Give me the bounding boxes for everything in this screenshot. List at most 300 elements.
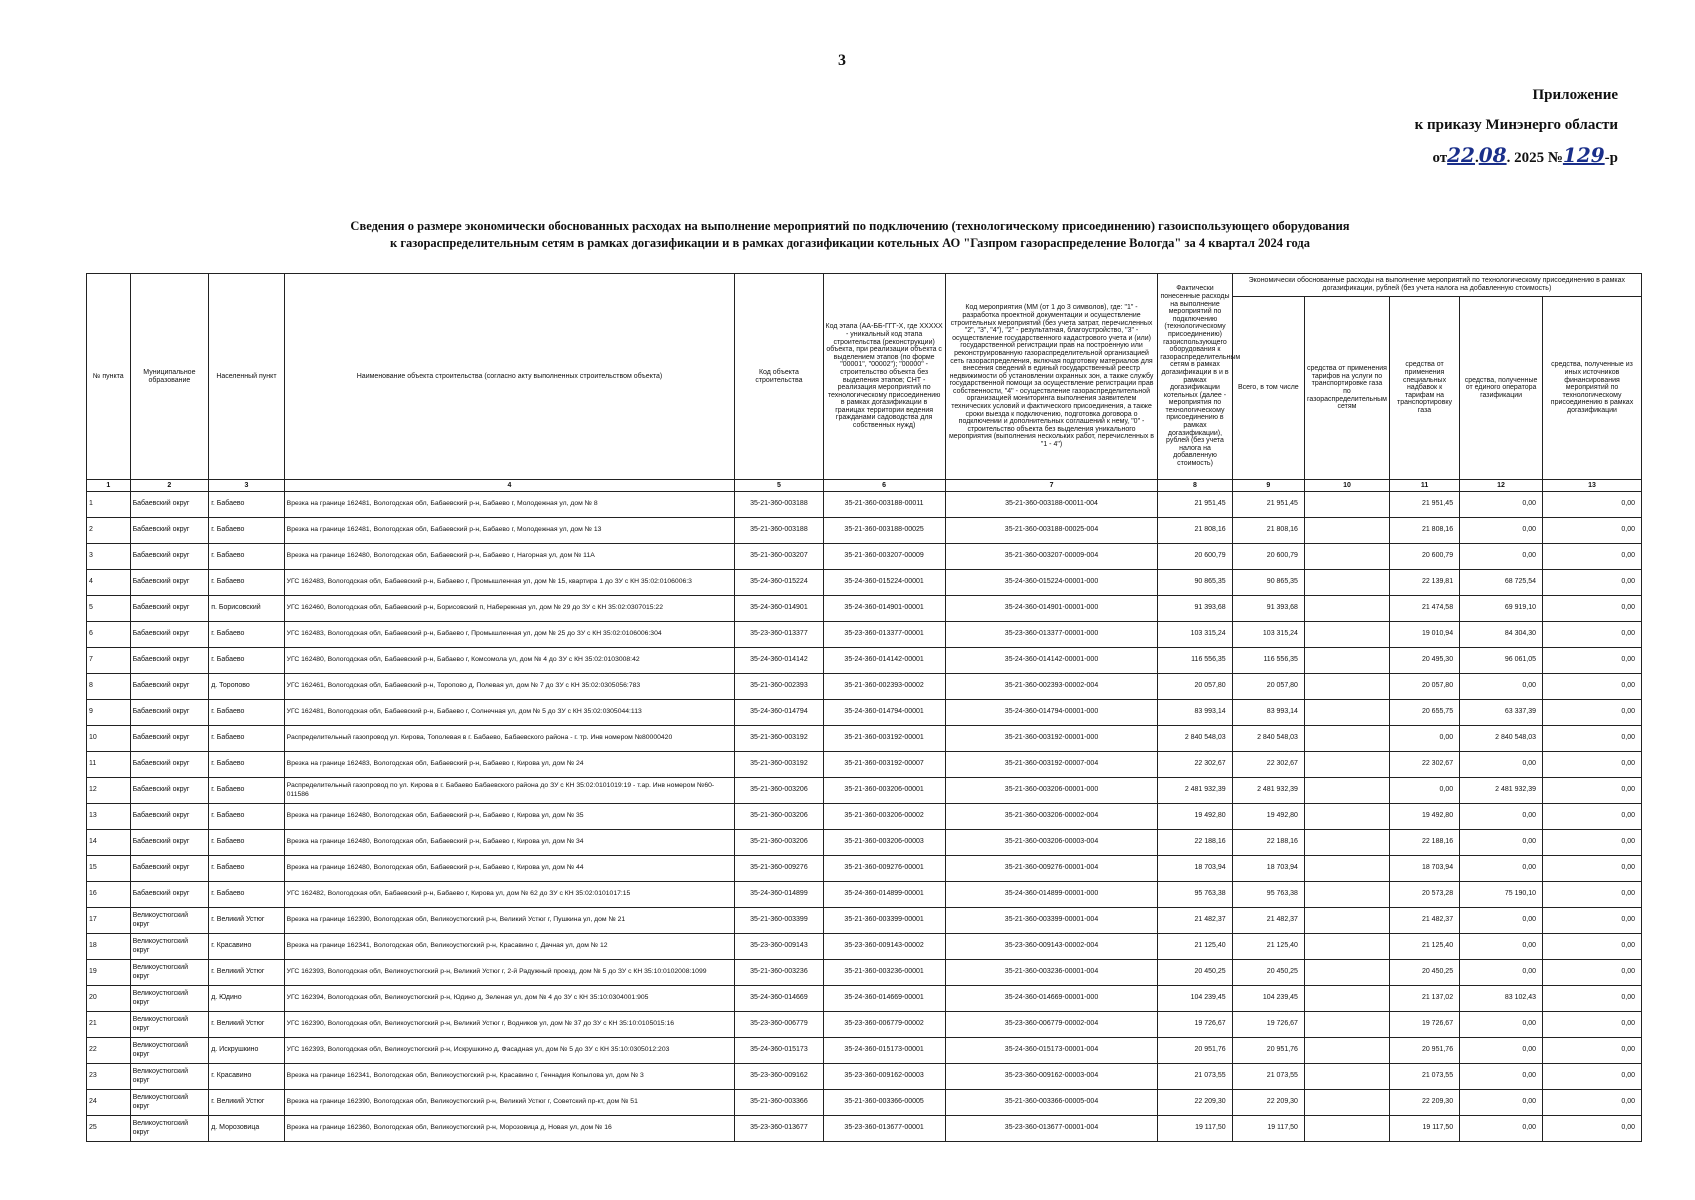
- surcharge-funds-cell: 20 573,28: [1389, 882, 1459, 908]
- table-row: [87, 1116, 1642, 1142]
- header-tariff-funds: средства от применения тарифов на услуги по транспортировке газа по газораспределительным сетям: [1304, 297, 1389, 480]
- other-funds-cell: 0,00: [1543, 752, 1642, 778]
- total-cell: 19 492,80: [1232, 804, 1304, 830]
- other-funds-cell: 0,00: [1543, 986, 1642, 1012]
- operator-funds-cell: 0,00: [1460, 1012, 1543, 1038]
- tariff-funds-cell: [1304, 700, 1389, 726]
- tariff-funds-cell: [1304, 856, 1389, 882]
- annex-date-sep: .: [1474, 150, 1479, 166]
- settlement-cell: д. Юдино: [209, 986, 284, 1012]
- header-total: Всего, в том числе: [1232, 297, 1304, 480]
- total-cell: 83 993,14: [1232, 700, 1304, 726]
- surcharge-funds-cell: 22 139,81: [1389, 570, 1459, 596]
- column-number: 13: [1543, 480, 1642, 492]
- object-code-cell: 35-21-360-003188: [735, 518, 823, 544]
- object-code-cell: 35-23-360-013377: [735, 622, 823, 648]
- operator-funds-cell: 0,00: [1460, 1116, 1543, 1142]
- settlement-cell: г. Бабаево: [209, 518, 284, 544]
- total-cell: 90 865,35: [1232, 570, 1304, 596]
- operator-funds-cell: 0,00: [1460, 674, 1543, 700]
- tariff-funds-cell: [1304, 544, 1389, 570]
- tariff-funds-cell: [1304, 908, 1389, 934]
- tariff-funds-cell: [1304, 804, 1389, 830]
- table-row: [87, 986, 1642, 1012]
- object-name-cell: Врезка на границе 162481, Вологодская обл, Бабаевский р-н, Бабаево г, Молодежная ул, дом № 13: [284, 518, 735, 544]
- object-code-cell: 35-24-360-014669: [735, 986, 823, 1012]
- settlement-cell: г. Великий Устюг: [209, 1012, 284, 1038]
- stage-code-cell: 35-21-360-003206-00002: [823, 804, 945, 830]
- settlement-cell: г. Бабаево: [209, 648, 284, 674]
- municipality-cell: Бабаевский округ: [130, 778, 209, 804]
- actual-costs-cell: 19 117,50: [1158, 1116, 1232, 1142]
- other-funds-cell: 0,00: [1543, 492, 1642, 518]
- operator-funds-cell: 0,00: [1460, 804, 1543, 830]
- total-cell: 22 302,67: [1232, 752, 1304, 778]
- actual-costs-cell: 19 492,80: [1158, 804, 1232, 830]
- annex-date-suffix: -р: [1604, 150, 1618, 166]
- stage-code-cell: 35-21-360-009276-00001: [823, 856, 945, 882]
- tariff-funds-cell: [1304, 726, 1389, 752]
- handwritten-order-number: 129: [1562, 143, 1605, 167]
- table-row: [87, 934, 1642, 960]
- object-code-cell: 35-21-360-003192: [735, 726, 823, 752]
- operator-funds-cell: 0,00: [1460, 908, 1543, 934]
- other-funds-cell: 0,00: [1543, 622, 1642, 648]
- stage-code-cell: 35-23-360-006779-00002: [823, 1012, 945, 1038]
- row-number: 20: [87, 986, 131, 1012]
- column-number: 9: [1232, 480, 1304, 492]
- other-funds-cell: 0,00: [1543, 1064, 1642, 1090]
- tariff-funds-cell: [1304, 934, 1389, 960]
- settlement-cell: г. Бабаево: [209, 700, 284, 726]
- row-number: 3: [87, 544, 131, 570]
- stage-code-cell: 35-21-360-003192-00001: [823, 726, 945, 752]
- operator-funds-cell: 63 337,39: [1460, 700, 1543, 726]
- column-number: 12: [1460, 480, 1543, 492]
- actual-costs-cell: 116 556,35: [1158, 648, 1232, 674]
- municipality-cell: Великоустюгский округ: [130, 934, 209, 960]
- object-code-cell: 35-21-360-009276: [735, 856, 823, 882]
- operator-funds-cell: 2 840 548,03: [1460, 726, 1543, 752]
- stage-code-cell: 35-21-360-003188-00025: [823, 518, 945, 544]
- other-funds-cell: 0,00: [1543, 1116, 1642, 1142]
- column-number: 3: [209, 480, 284, 492]
- total-cell: 20 951,76: [1232, 1038, 1304, 1064]
- operator-funds-cell: 0,00: [1460, 934, 1543, 960]
- stage-code-cell: 35-21-360-003399-00001: [823, 908, 945, 934]
- settlement-cell: г. Великий Устюг: [209, 960, 284, 986]
- operator-funds-cell: 68 725,54: [1460, 570, 1543, 596]
- object-name-cell: Врезка на границе 162481, Вологодская обл, Бабаевский р-н, Бабаево г, Молодежная ул, дом № 8: [284, 492, 735, 518]
- event-code-cell: 35-21-360-003236-00001-004: [945, 960, 1158, 986]
- row-number: 2: [87, 518, 131, 544]
- actual-costs-cell: 22 188,16: [1158, 830, 1232, 856]
- event-code-cell: 35-21-360-003366-00005-004: [945, 1090, 1158, 1116]
- event-code-cell: 35-21-360-003399-00001-004: [945, 908, 1158, 934]
- row-number: 24: [87, 1090, 131, 1116]
- municipality-cell: Великоустюгский округ: [130, 960, 209, 986]
- object-code-cell: 35-23-360-009143: [735, 934, 823, 960]
- stage-code-cell: 35-21-360-003192-00007: [823, 752, 945, 778]
- stage-code-cell: 35-24-360-014669-00001: [823, 986, 945, 1012]
- table-row: [87, 1064, 1642, 1090]
- municipality-cell: Бабаевский округ: [130, 622, 209, 648]
- other-funds-cell: 0,00: [1543, 1038, 1642, 1064]
- surcharge-funds-cell: 0,00: [1389, 726, 1459, 752]
- object-code-cell: 35-21-360-003206: [735, 830, 823, 856]
- tariff-funds-cell: [1304, 1038, 1389, 1064]
- row-number: 16: [87, 882, 131, 908]
- object-name-cell: УГС 162480, Вологодская обл, Бабаевский р-н, Бабаево г, Комсомола ул, дом № 4 до ЗУ с КН 35:02:0103008:42: [284, 648, 735, 674]
- municipality-cell: Бабаевский округ: [130, 856, 209, 882]
- total-cell: 2 840 548,03: [1232, 726, 1304, 752]
- surcharge-funds-cell: 21 073,55: [1389, 1064, 1459, 1090]
- event-code-cell: 35-24-360-014794-00001-000: [945, 700, 1158, 726]
- total-cell: 21 951,45: [1232, 492, 1304, 518]
- surcharge-funds-cell: 21 125,40: [1389, 934, 1459, 960]
- settlement-cell: г. Красавино: [209, 1064, 284, 1090]
- municipality-cell: Великоустюгский округ: [130, 908, 209, 934]
- row-number: 9: [87, 700, 131, 726]
- other-funds-cell: 0,00: [1543, 882, 1642, 908]
- tariff-funds-cell: [1304, 596, 1389, 622]
- operator-funds-cell: 0,00: [1460, 1038, 1543, 1064]
- actual-costs-cell: 21 951,45: [1158, 492, 1232, 518]
- total-cell: 22 209,30: [1232, 1090, 1304, 1116]
- table-row: [87, 752, 1642, 778]
- row-number: 6: [87, 622, 131, 648]
- municipality-cell: Бабаевский округ: [130, 492, 209, 518]
- handwritten-month: 08: [1478, 143, 1507, 167]
- total-cell: 18 703,94: [1232, 856, 1304, 882]
- header-event-code: Код мероприятия (ММ (от 1 до 3 символов), где: "1" - разработка проектной документации и осуществление строительных мероприятий (без учета затрат, перечисленных "2", "3", "4"), "2" - результатная, благоустройство, "3" - осуществление государственного кадастрового учета и (или) государственной регистрации прав на построенную или реконструированную газораспределительной организацией сеть газораспределения, включая подготовку материалов для внесения сведений в единый государственный реестр недвижимости об установлении охранных зон, а также службу государственной помощи за осуществление регистрации прав собственности, "4" - осуществление газораспределительной организацией мониторинга выполнения заявителем технических условий и фактического присоединения, а также сроки выезда к подключению, подготовка договора о подключении и дополнительных соглашений к нему, "0" - строительство объекта без выделения уникального мероприятия (выполнения нескольких работ, перечисленных в "1 - 4"): [945, 274, 1158, 480]
- other-funds-cell: 0,00: [1543, 648, 1642, 674]
- row-number: 19: [87, 960, 131, 986]
- settlement-cell: д. Искрушкино: [209, 1038, 284, 1064]
- row-number: 7: [87, 648, 131, 674]
- object-code-cell: 35-21-360-003206: [735, 804, 823, 830]
- object-name-cell: УГС 162393, Вологодская обл, Великоустюгский р-н, Великий Устюг г, 2-й Радужный проезд, дом № 5 до ЗУ с КН 35:10:0102008:1099: [284, 960, 735, 986]
- tariff-funds-cell: [1304, 674, 1389, 700]
- header-settlement: Населенный пункт: [209, 274, 284, 480]
- object-name-cell: УГС 162394, Вологодская обл, Великоустюгский р-н, Юдино д, Зеленая ул, дом № 4 до ЗУ с КН 35:10:0304001:905: [284, 986, 735, 1012]
- table-row: [87, 1090, 1642, 1116]
- actual-costs-cell: 21 073,55: [1158, 1064, 1232, 1090]
- operator-funds-cell: 0,00: [1460, 492, 1543, 518]
- header-other-funds: средства, полученные из иных источников финансирования мероприятий по технологическому присоединению в рамках догазификации: [1543, 297, 1642, 480]
- settlement-cell: г. Великий Устюг: [209, 1090, 284, 1116]
- table-row: [87, 882, 1642, 908]
- actual-costs-cell: 2 481 932,39: [1158, 778, 1232, 804]
- row-number: 14: [87, 830, 131, 856]
- object-name-cell: Врезка на границе 162341, Вологодская обл, Великоустюгский р-н, Красавино г, Дачная ул, дом № 12: [284, 934, 735, 960]
- municipality-cell: Великоустюгский округ: [130, 1038, 209, 1064]
- table-row: [87, 960, 1642, 986]
- municipality-cell: Великоустюгский округ: [130, 1064, 209, 1090]
- object-name-cell: УГС 162393, Вологодская обл, Великоустюгский р-н, Искрушкино д, Фасадная ул, дом № 5 до ЗУ с КН 35:10:0305012:203: [284, 1038, 735, 1064]
- table-row: [87, 830, 1642, 856]
- actual-costs-cell: 95 763,38: [1158, 882, 1232, 908]
- municipality-cell: Великоустюгский округ: [130, 1012, 209, 1038]
- column-number: 7: [945, 480, 1158, 492]
- actual-costs-cell: 20 600,79: [1158, 544, 1232, 570]
- event-code-cell: 35-23-360-006779-00002-004: [945, 1012, 1158, 1038]
- event-code-cell: 35-21-360-003206-00003-004: [945, 830, 1158, 856]
- total-cell: 103 315,24: [1232, 622, 1304, 648]
- tariff-funds-cell: [1304, 1064, 1389, 1090]
- header-operator-funds: средства, полученные от единого оператора газификации: [1460, 297, 1543, 480]
- surcharge-funds-cell: 21 482,37: [1389, 908, 1459, 934]
- expenses-table: [86, 273, 1642, 1142]
- municipality-cell: Бабаевский округ: [130, 882, 209, 908]
- event-code-cell: 35-21-360-003192-00007-004: [945, 752, 1158, 778]
- surcharge-funds-cell: 21 808,16: [1389, 518, 1459, 544]
- settlement-cell: г. Бабаево: [209, 752, 284, 778]
- object-code-cell: 35-21-360-003192: [735, 752, 823, 778]
- actual-costs-cell: 104 239,45: [1158, 986, 1232, 1012]
- tariff-funds-cell: [1304, 752, 1389, 778]
- object-code-cell: 35-21-360-003206: [735, 778, 823, 804]
- surcharge-funds-cell: 22 188,16: [1389, 830, 1459, 856]
- column-number: 2: [130, 480, 209, 492]
- event-code-cell: 35-21-360-003206-00001-000: [945, 778, 1158, 804]
- municipality-cell: Бабаевский округ: [130, 726, 209, 752]
- municipality-cell: Великоустюгский округ: [130, 1090, 209, 1116]
- event-code-cell: 35-24-360-014899-00001-000: [945, 882, 1158, 908]
- municipality-cell: Бабаевский округ: [130, 518, 209, 544]
- surcharge-funds-cell: 0,00: [1389, 778, 1459, 804]
- title-line-2: к газораспределительным сетям в рамках догазификации и в рамках догазификации котельных АО "Газпром газораспределение Вологда" за 4 квартал 2024 года: [390, 236, 1310, 250]
- stage-code-cell: 35-23-360-013377-00001: [823, 622, 945, 648]
- stage-code-cell: 35-21-360-003188-00011: [823, 492, 945, 518]
- stage-code-cell: 35-21-360-003206-00001: [823, 778, 945, 804]
- total-cell: 21 482,37: [1232, 908, 1304, 934]
- table-row: [87, 492, 1642, 518]
- settlement-cell: д. Торопово: [209, 674, 284, 700]
- surcharge-funds-cell: 19 010,94: [1389, 622, 1459, 648]
- municipality-cell: Бабаевский округ: [130, 570, 209, 596]
- table-body: [87, 492, 1642, 1142]
- operator-funds-cell: 0,00: [1460, 1064, 1543, 1090]
- header-justified-costs-group: Экономически обоснованные расходы на выполнение мероприятий по технологическому присоединению в рамках догазификации, рублей (без учета налога на добавленную стоимость): [1232, 274, 1641, 297]
- table-row: [87, 778, 1642, 804]
- other-funds-cell: 0,00: [1543, 830, 1642, 856]
- object-name-cell: Врезка на границе 162390, Вологодская обл, Великоустюгский р-н, Великий Устюг г, Советский пр-кт, дом № 51: [284, 1090, 735, 1116]
- title-line-1: Сведения о размере экономически обоснованных расходах на выполнение мероприятий по подключению (технологическому присоединению) газоиспользующего оборудования: [350, 219, 1350, 233]
- column-number: 11: [1389, 480, 1459, 492]
- total-cell: 21 125,40: [1232, 934, 1304, 960]
- event-code-cell: 35-21-360-002393-00002-004: [945, 674, 1158, 700]
- municipality-cell: Великоустюгский округ: [130, 1116, 209, 1142]
- object-name-cell: Врезка на границе 162480, Вологодская обл, Бабаевский р-н, Бабаево г, Кирова ул, дом № 35: [284, 804, 735, 830]
- handwritten-day: 22: [1447, 143, 1475, 167]
- table-row: [87, 1038, 1642, 1064]
- event-code-cell: 35-21-360-003192-00001-000: [945, 726, 1158, 752]
- object-code-cell: 35-23-360-009162: [735, 1064, 823, 1090]
- object-name-cell: УГС 162483, Вологодская обл, Бабаевский р-н, Бабаево г, Промышленная ул, дом № 25 до ЗУ с КН 35:02:0106006:304: [284, 622, 735, 648]
- annex-order-ref: к приказу Минэнерго области: [1414, 117, 1618, 133]
- annex-date-line: [1398, 140, 1618, 173]
- stage-code-cell: 35-21-360-002393-00002: [823, 674, 945, 700]
- municipality-cell: Бабаевский округ: [130, 544, 209, 570]
- municipality-cell: Бабаевский округ: [130, 700, 209, 726]
- stage-code-cell: 35-23-360-009162-00003: [823, 1064, 945, 1090]
- tariff-funds-cell: [1304, 960, 1389, 986]
- stage-code-cell: 35-23-360-009143-00002: [823, 934, 945, 960]
- other-funds-cell: 0,00: [1543, 1012, 1642, 1038]
- row-number: 12: [87, 778, 131, 804]
- event-code-cell: 35-24-360-014901-00001-000: [945, 596, 1158, 622]
- municipality-cell: Бабаевский округ: [130, 830, 209, 856]
- surcharge-funds-cell: 21 951,45: [1389, 492, 1459, 518]
- operator-funds-cell: 0,00: [1460, 960, 1543, 986]
- total-cell: 19 726,67: [1232, 1012, 1304, 1038]
- object-code-cell: 35-24-360-014899: [735, 882, 823, 908]
- tariff-funds-cell: [1304, 570, 1389, 596]
- object-code-cell: 35-24-360-014901: [735, 596, 823, 622]
- header-item-no: № пункта: [87, 274, 131, 480]
- total-cell: 22 188,16: [1232, 830, 1304, 856]
- operator-funds-cell: 96 061,05: [1460, 648, 1543, 674]
- stage-code-cell: 35-24-360-015224-00001: [823, 570, 945, 596]
- surcharge-funds-cell: 21 474,58: [1389, 596, 1459, 622]
- table-row: [87, 700, 1642, 726]
- surcharge-funds-cell: 20 655,75: [1389, 700, 1459, 726]
- table-row: [87, 908, 1642, 934]
- operator-funds-cell: 0,00: [1460, 752, 1543, 778]
- object-code-cell: 35-21-360-003236: [735, 960, 823, 986]
- object-name-cell: УГС 162461, Вологодская обл, Бабаевский р-н, Торопово д, Полевая ул, дом № 7 до ЗУ с КН 35:02:0305056:783: [284, 674, 735, 700]
- actual-costs-cell: 21 482,37: [1158, 908, 1232, 934]
- operator-funds-cell: 75 190,10: [1460, 882, 1543, 908]
- object-code-cell: 35-24-360-015224: [735, 570, 823, 596]
- table-row: [87, 570, 1642, 596]
- municipality-cell: Бабаевский округ: [130, 804, 209, 830]
- municipality-cell: Бабаевский округ: [130, 648, 209, 674]
- object-name-cell: Врезка на границе 162480, Вологодская обл, Бабаевский р-н, Бабаево г, Нагорная ул, дом № 11А: [284, 544, 735, 570]
- actual-costs-cell: 2 840 548,03: [1158, 726, 1232, 752]
- object-name-cell: УГС 162483, Вологодская обл, Бабаевский р-н, Бабаево г, Промышленная ул, дом № 15, квартира 1 до ЗУ с КН 35:02:0106006:3: [284, 570, 735, 596]
- tariff-funds-cell: [1304, 518, 1389, 544]
- total-cell: 116 556,35: [1232, 648, 1304, 674]
- column-number: 8: [1158, 480, 1232, 492]
- settlement-cell: г. Бабаево: [209, 882, 284, 908]
- settlement-cell: г. Бабаево: [209, 830, 284, 856]
- object-code-cell: 35-21-360-002393: [735, 674, 823, 700]
- surcharge-funds-cell: 20 951,76: [1389, 1038, 1459, 1064]
- tariff-funds-cell: [1304, 778, 1389, 804]
- event-code-cell: 35-24-360-015224-00001-000: [945, 570, 1158, 596]
- settlement-cell: г. Бабаево: [209, 778, 284, 804]
- header-object-code: Код объекта строительства: [735, 274, 823, 480]
- total-cell: 20 600,79: [1232, 544, 1304, 570]
- surcharge-funds-cell: 22 209,30: [1389, 1090, 1459, 1116]
- settlement-cell: г. Бабаево: [209, 570, 284, 596]
- operator-funds-cell: 69 919,10: [1460, 596, 1543, 622]
- surcharge-funds-cell: 19 726,67: [1389, 1012, 1459, 1038]
- column-number: 4: [284, 480, 735, 492]
- tariff-funds-cell: [1304, 830, 1389, 856]
- actual-costs-cell: 22 209,30: [1158, 1090, 1232, 1116]
- object-name-cell: Врезка на границе 162390, Вологодская обл, Великоустюгский р-н, Великий Устюг г, Пушкина ул, дом № 21: [284, 908, 735, 934]
- actual-costs-cell: 83 993,14: [1158, 700, 1232, 726]
- settlement-cell: г. Бабаево: [209, 856, 284, 882]
- municipality-cell: Бабаевский округ: [130, 596, 209, 622]
- object-code-cell: 35-21-360-003399: [735, 908, 823, 934]
- event-code-cell: 35-21-360-003188-00011-004: [945, 492, 1158, 518]
- tariff-funds-cell: [1304, 648, 1389, 674]
- surcharge-funds-cell: 19 492,80: [1389, 804, 1459, 830]
- other-funds-cell: 0,00: [1543, 674, 1642, 700]
- total-cell: 19 117,50: [1232, 1116, 1304, 1142]
- settlement-cell: г. Великий Устюг: [209, 908, 284, 934]
- municipality-cell: Бабаевский округ: [130, 752, 209, 778]
- other-funds-cell: 0,00: [1543, 960, 1642, 986]
- table-row: [87, 674, 1642, 700]
- object-code-cell: 35-23-360-006779: [735, 1012, 823, 1038]
- tariff-funds-cell: [1304, 622, 1389, 648]
- column-number: 10: [1304, 480, 1389, 492]
- document-title: [250, 218, 1450, 252]
- settlement-cell: п. Борисовский: [209, 596, 284, 622]
- total-cell: 21 073,55: [1232, 1064, 1304, 1090]
- row-number: 18: [87, 934, 131, 960]
- column-number: 5: [735, 480, 823, 492]
- row-number: 5: [87, 596, 131, 622]
- other-funds-cell: 0,00: [1543, 856, 1642, 882]
- table-row: [87, 544, 1642, 570]
- tariff-funds-cell: [1304, 882, 1389, 908]
- other-funds-cell: 0,00: [1543, 544, 1642, 570]
- object-code-cell: 35-23-360-013677: [735, 1116, 823, 1142]
- header-municipality: Муниципальное образование: [130, 274, 209, 480]
- actual-costs-cell: 90 865,35: [1158, 570, 1232, 596]
- surcharge-funds-cell: 20 450,25: [1389, 960, 1459, 986]
- stage-code-cell: 35-21-360-003206-00003: [823, 830, 945, 856]
- object-code-cell: 35-24-360-015173: [735, 1038, 823, 1064]
- total-cell: 91 393,68: [1232, 596, 1304, 622]
- settlement-cell: г. Бабаево: [209, 622, 284, 648]
- settlement-cell: д. Морозовица: [209, 1116, 284, 1142]
- object-code-cell: 35-24-360-014794: [735, 700, 823, 726]
- tariff-funds-cell: [1304, 492, 1389, 518]
- object-name-cell: Врезка на границе 162360, Вологодская обл, Великоустюгский р-н, Морозовица д, Новая ул, дом № 16: [284, 1116, 735, 1142]
- header-stage-code: Код этапа (АА-ББ-ГГГ-X, где ХХХХХ - уникальный код этапа строительства (реконструкции) объекта, при реализации объекта с выделением этапов (по форме "00001", "00002"); "00000" - строительство объекта без выделения этапов; СНТ - реализация мероприятий по технологическому присоединению в рамках догазификации в границах территории ведения гражданами садоводства для собственных нужд): [823, 274, 945, 480]
- object-name-cell: Распределительный газопровод по ул. Кирова в г. Бабаево Бабаевского района до ЗУ с КН 35:02:0101019:19 - т.ар. Инв номером №60-011586: [284, 778, 735, 804]
- actual-costs-cell: 20 057,80: [1158, 674, 1232, 700]
- tariff-funds-cell: [1304, 1116, 1389, 1142]
- other-funds-cell: 0,00: [1543, 726, 1642, 752]
- header-object-name: Наименование объекта строительства (согласно акту выполненных строительством объекта): [284, 274, 735, 480]
- actual-costs-cell: 91 393,68: [1158, 596, 1232, 622]
- operator-funds-cell: 0,00: [1460, 518, 1543, 544]
- settlement-cell: г. Бабаево: [209, 492, 284, 518]
- event-code-cell: 35-23-360-009143-00002-004: [945, 934, 1158, 960]
- other-funds-cell: 0,00: [1543, 778, 1642, 804]
- event-code-cell: 35-21-360-003206-00002-004: [945, 804, 1158, 830]
- surcharge-funds-cell: 22 302,67: [1389, 752, 1459, 778]
- total-cell: 21 808,16: [1232, 518, 1304, 544]
- stage-code-cell: 35-24-360-014142-00001: [823, 648, 945, 674]
- row-number: 25: [87, 1116, 131, 1142]
- header-surcharge-funds: средства от применения специальных надбавок к тарифам на транспортировку газа: [1389, 297, 1459, 480]
- object-code-cell: 35-21-360-003188: [735, 492, 823, 518]
- event-code-cell: 35-24-360-014142-00001-000: [945, 648, 1158, 674]
- settlement-cell: г. Бабаево: [209, 544, 284, 570]
- total-cell: 20 057,80: [1232, 674, 1304, 700]
- event-code-cell: 35-23-360-009162-00003-004: [945, 1064, 1158, 1090]
- column-number-row: [87, 480, 1642, 492]
